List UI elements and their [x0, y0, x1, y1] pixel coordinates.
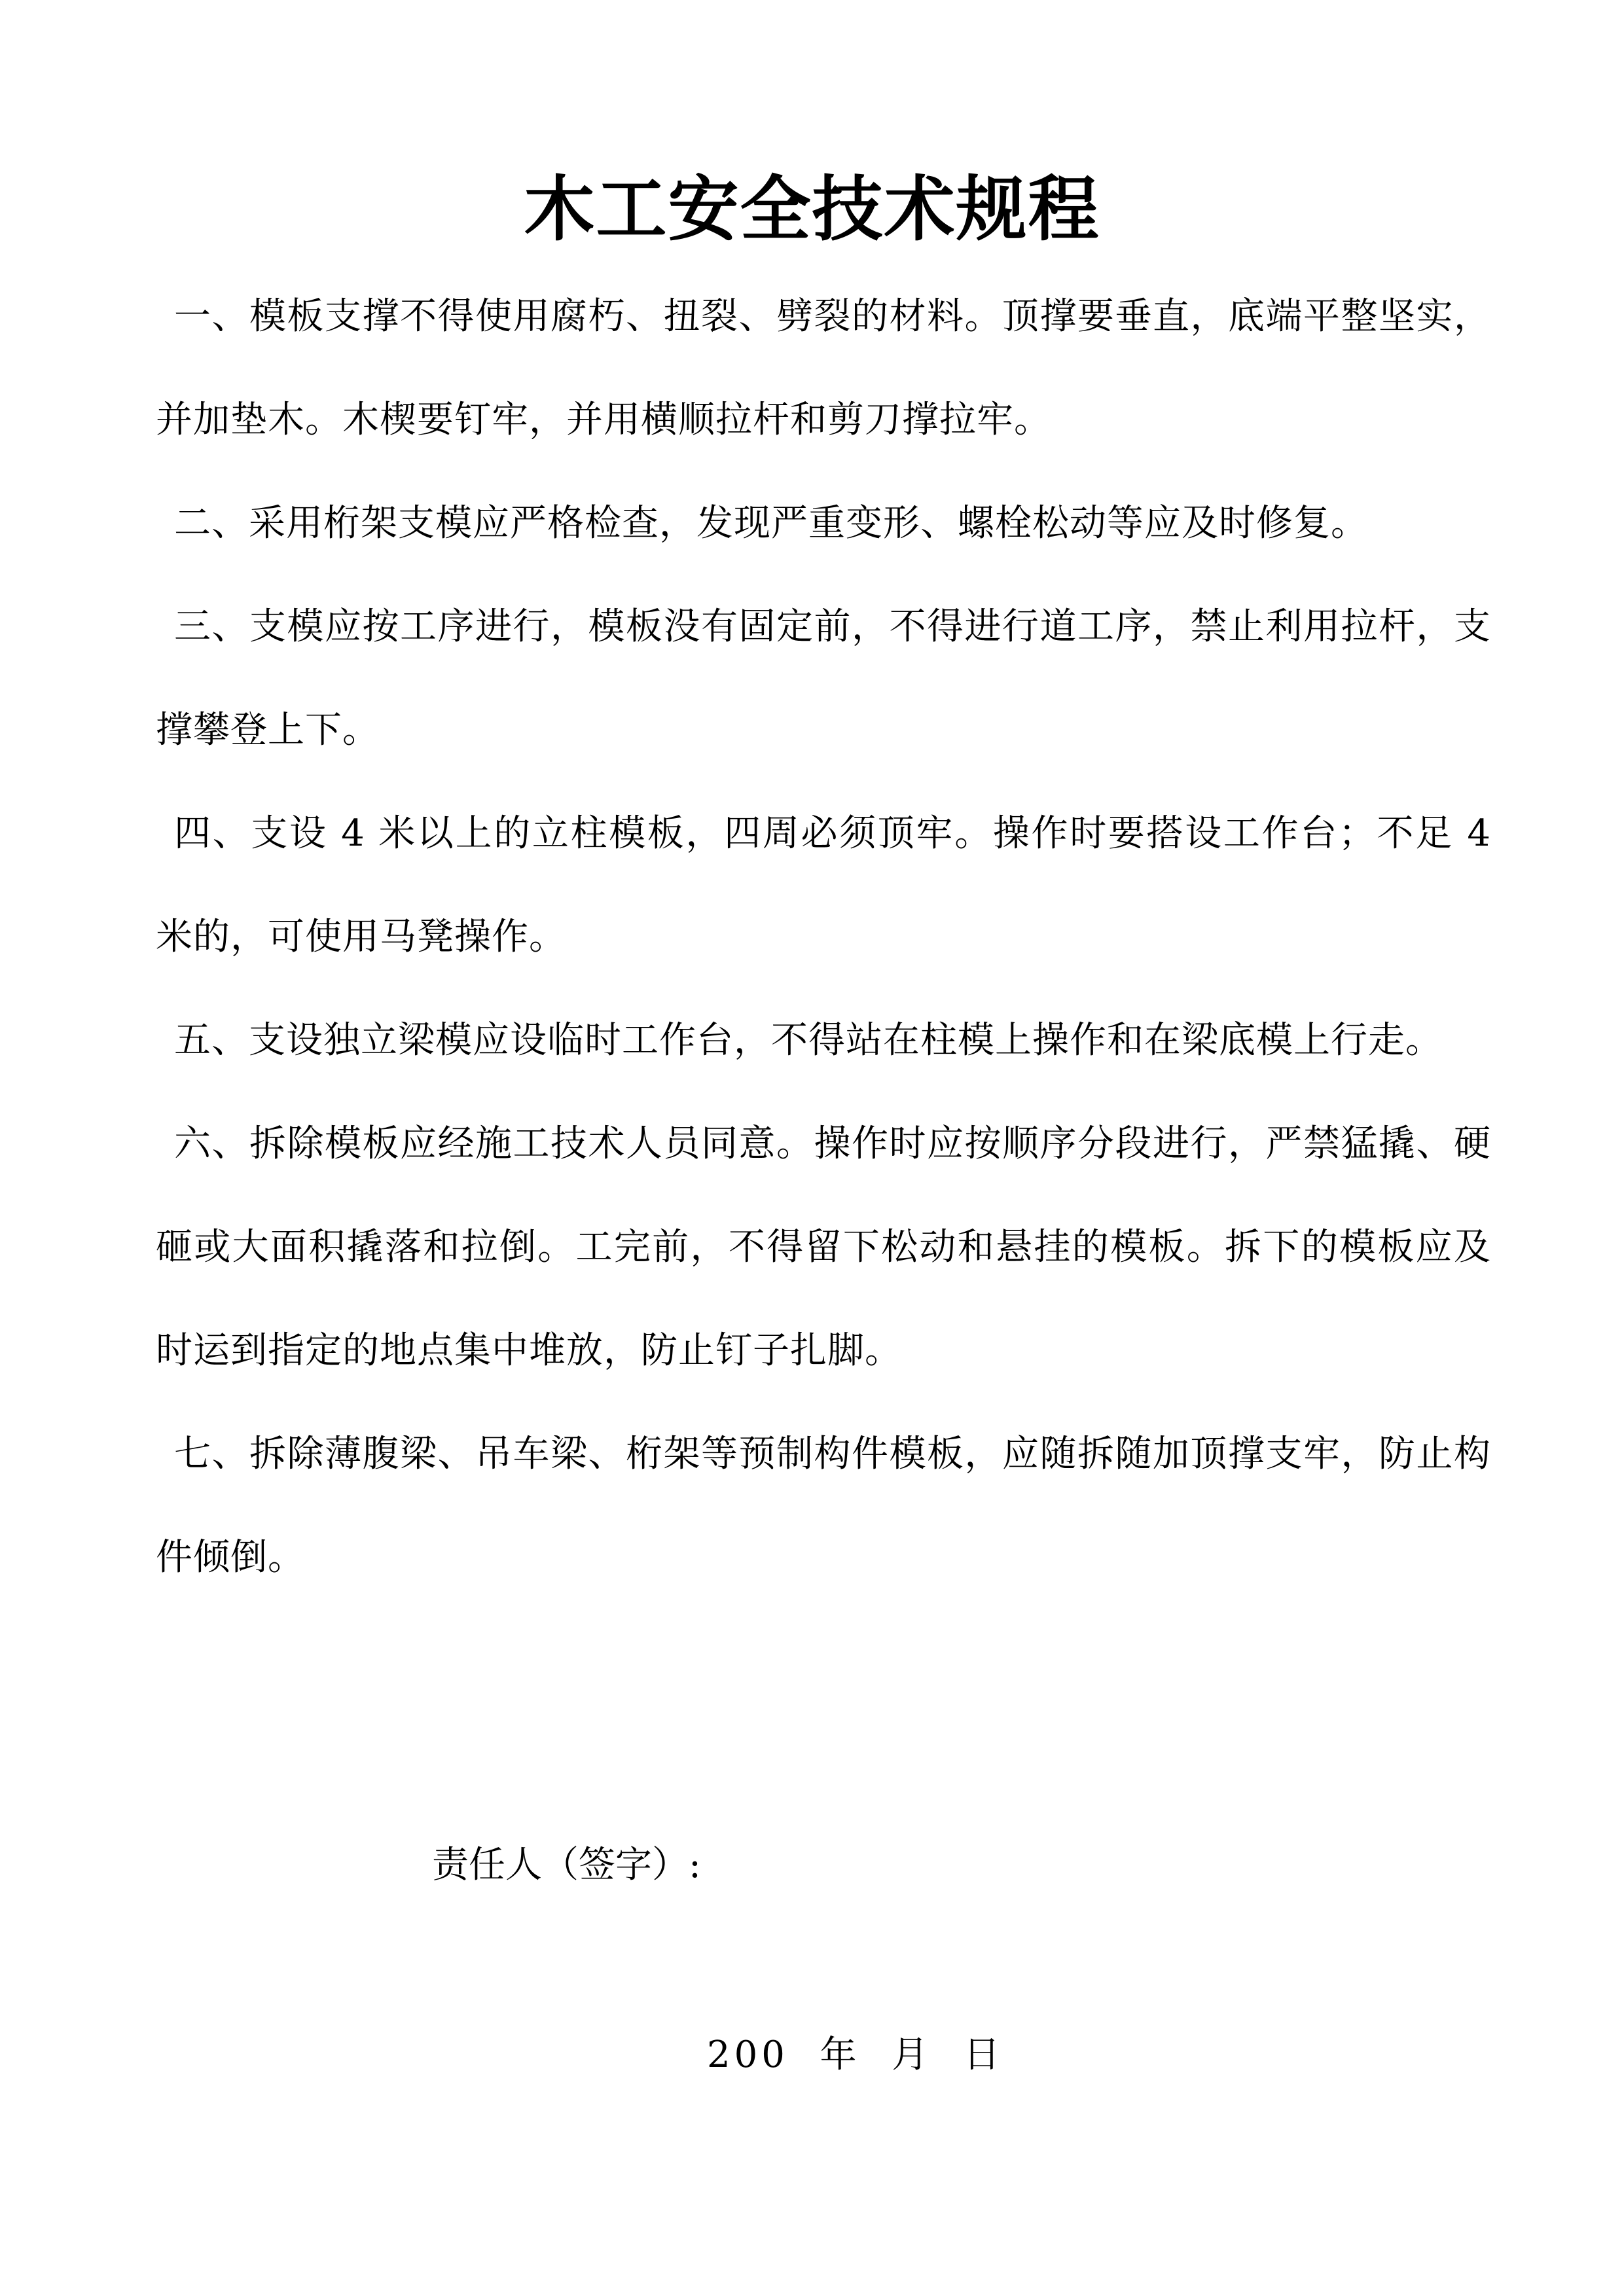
clause-3: 三、支模应按工序进行，模板没有固定前，不得进行道工序，禁止利用拉杆，支撑攀登上下。 — [156, 605, 1491, 751]
clause-7: 七、拆除薄腹梁、吊车梁、桁架等预制构件模板，应随拆随加顶撑支牢，防止构件倾倒。 — [156, 1433, 1491, 1579]
signature-label: 责任人（签字）: — [432, 1844, 701, 1886]
clause-6: 六、拆除模板应经施工技术人员同意。操作时应按顺序分段进行，严禁猛撬、硬砸或大面积撬落和拉倒。工完前，不得留下松动和悬挂的模板。拆下的模板应及时运到指定的地点集中堆放，防止钉子扎脚。 — [156, 1122, 1491, 1372]
document-title: 木工安全技术规程 — [524, 169, 1100, 251]
clause-4: 四、支设 4 米以上的立柱模板，四周必须顶牢。操作时要搭设工作台；不足 4 米的，可使用马凳操作。 — [156, 812, 1491, 958]
clause-1: 一、模板支撑不得使用腐朽、扭裂、劈裂的材料。顶撑要垂直，底端平整坚实，并加垫木。木楔要钉牢，并用横顺拉杆和剪刀撑拉牢。 — [156, 295, 1491, 441]
clause-2: 二、采用桁架支模应严格检查，发现严重变形、螺栓松动等应及时修复。 — [174, 502, 1368, 545]
date-line: 200 年 月 日 — [707, 2034, 1004, 2076]
document-body — [156, 265, 1491, 1609]
clause-5: 五、支设独立梁模应设临时工作台，不得站在柱模上操作和在梁底模上行走。 — [174, 1019, 1443, 1062]
